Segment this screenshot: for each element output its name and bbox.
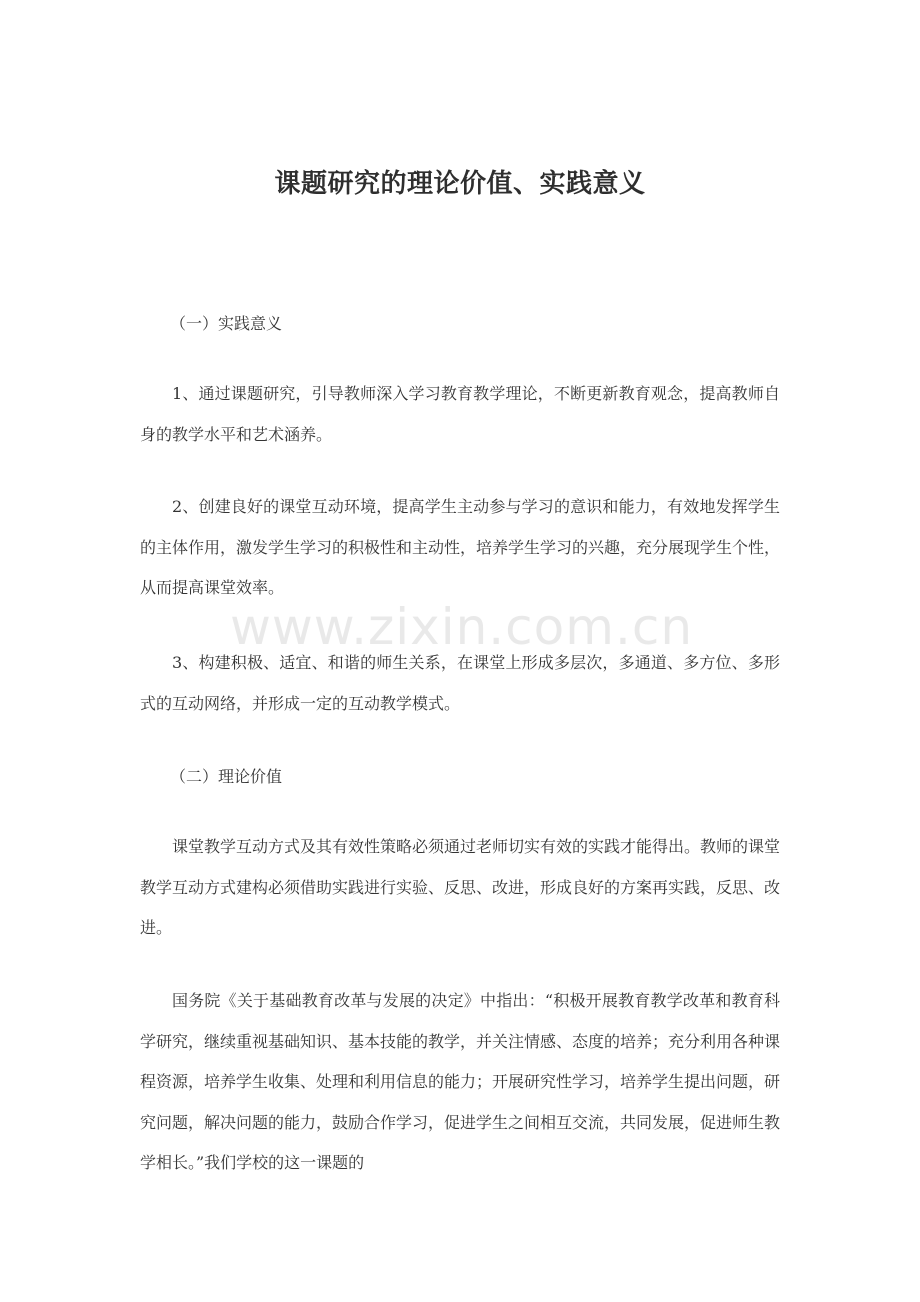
- paragraph-3: 3、构建积极、适宜、和谐的师生关系，在课堂上形成多层次，多通道、多方位、多形式的互动网络，并形成一定的互动教学模式。: [140, 653, 780, 713]
- paragraph-1: 1、通过课题研究，引导教师深入学习教育教学理论，不断更新教育观念，提高教师自身的教学水平和艺术涵养。: [140, 384, 780, 444]
- section-heading-practice: （一）实践意义: [170, 314, 283, 333]
- paragraph-4: 课堂教学互动方式及其有效性策略必须通过老师切实有效的实践才能得出。教师的课堂教学互动方式建构必须借助实践进行实验、反思、改进，形成良好的方案再实践，反思、改进。: [140, 837, 781, 937]
- watermark-text: www.zixin.com.cn: [230, 598, 694, 656]
- document-title: 课题研究的理论价值、实践意义: [274, 169, 646, 199]
- paragraph-2: 2、创建良好的课堂互动环境，提高学生主动参与学习的意识和能力，有效地发挥学生的主体作用，激发学生学习的积极性和主动性，培养学生学习的兴趣，充分展现学生个性，从而提高课堂效率。: [140, 497, 781, 597]
- section-heading-theory: （二）理论价值: [170, 767, 283, 786]
- paragraph-5: 国务院《关于基础教育改革与发展的决定》中指出：“积极开展教育教学改革和教育科学研究，继续重视基础知识、基本技能的教学，并关注情感、态度的培养；充分利用各种课程资源，培养学生收集、处理和利用信息的能力；开展研究性学习，培养学生提出问题，研究问题，解决问题的能力，鼓励合作学习，促进学生之间相互交流，共同发展，促进师生教学相长。”我们学校的这一课题的: [140, 991, 781, 1172]
